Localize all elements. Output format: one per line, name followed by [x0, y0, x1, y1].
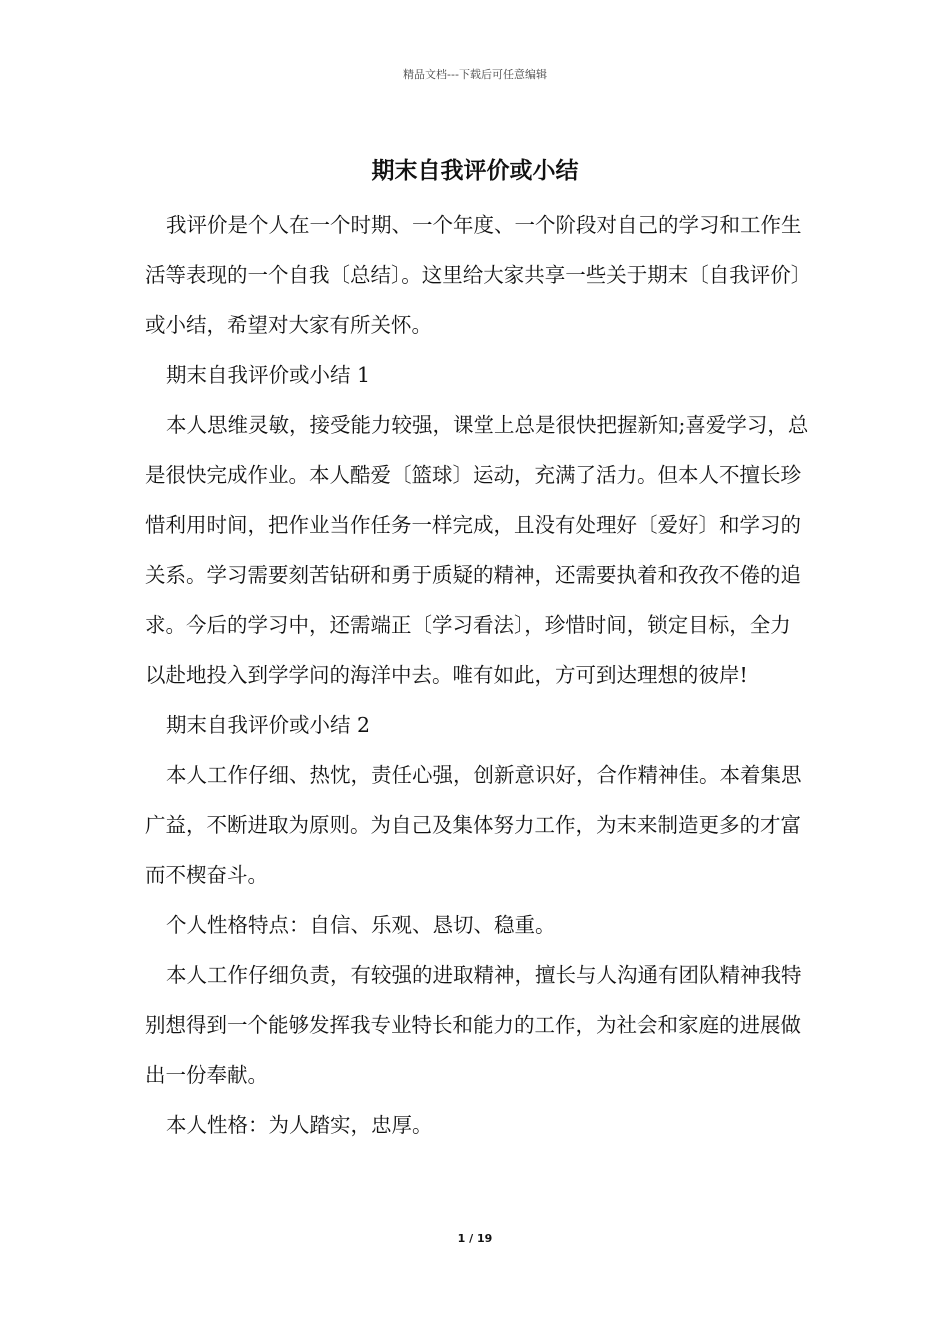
- document-body: [145, 200, 810, 1150]
- paragraph-work-attitude: 本人工作仔细负责，有较强的进取精神，擅长与人沟通有团队精神我特别想得到一个能够发挥我专业特长和能力的工作，为社会和家庭的进展做出一份奉献。: [145, 963, 802, 1087]
- document-title: 期末自我评价或小结: [371, 158, 579, 184]
- page-header: 精品文档---下载后可任意编辑: [403, 68, 547, 81]
- paragraph-personality-traits: 个人性格特点：自信、乐观、恳切、稳重。: [166, 913, 556, 937]
- paragraph-section-1: 本人思维灵敏，接受能力较强，课堂上总是很快把握新知;喜爱学习，总是很快完成作业。本人酷爱〔篮球〕运动，充满了活力。但本人不擅长珍惜利用时间，把作业当作任务一样完成，且没有处理好〔爱好〕和学习的关系。学习需要刻苦钻研和勇于质疑的精神，还需要执着和孜孜不倦的追求。今后的学习中，还需端正〔学习看法〕，珍惜时间，锁定目标，全力以赴地投入到学学问的海洋中去。唯有如此，方可到达理想的彼岸!: [145, 413, 809, 687]
- paragraph-section-2: 本人工作仔细、热忱，责任心强，创新意识好，合作精神佳。本着集思广益，不断进取为原则。为自己及集体努力工作，为末来制造更多的才富而不楔奋斗。: [145, 763, 802, 887]
- paragraph-intro: 我评价是个人在一个时期、一个年度、一个阶段对自己的学习和工作生活等表现的一个自我〔总结〕。这里给大家共享一些关于期末〔自我评价〕或小结，希望对大家有所关怀。: [145, 213, 802, 337]
- paragraph-character: 本人性格：为人踏实，忠厚。: [166, 1113, 433, 1137]
- page-number: 1 / 19: [457, 1232, 493, 1245]
- section-heading-1: 期末自我评价或小结 1: [166, 363, 371, 387]
- section-heading-2: 期末自我评价或小结 2: [166, 713, 371, 737]
